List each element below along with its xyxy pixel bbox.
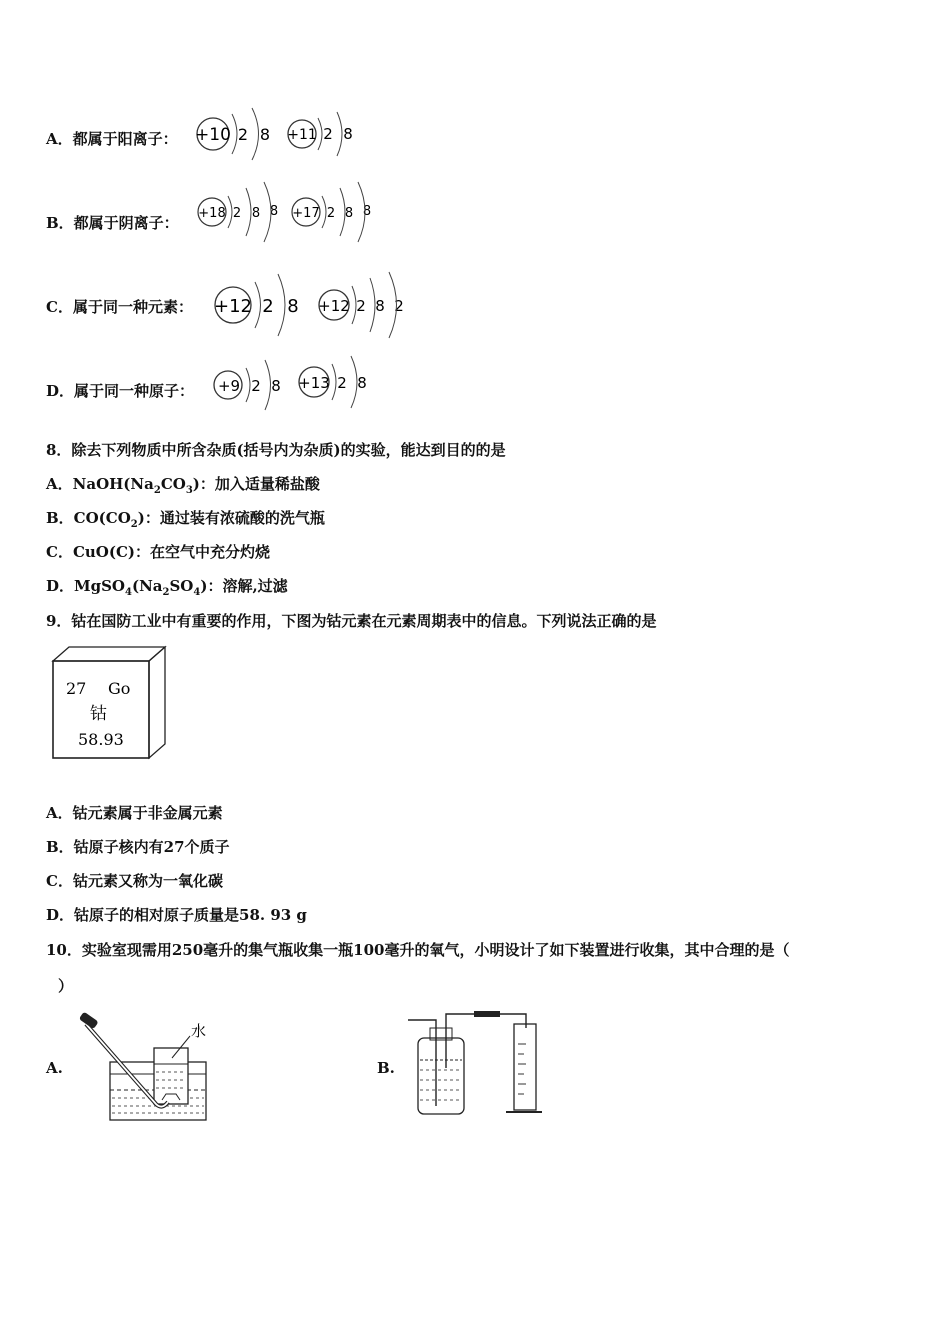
atom-structure-diagram-2	[292, 182, 371, 242]
q10-option-a-apparatus	[76, 1012, 226, 1124]
svg-text:2: 2	[323, 125, 333, 143]
svg-text:8: 8	[375, 297, 385, 315]
q9-option-d: D．钴原子的相对原子质量是58. 93 g	[46, 906, 307, 924]
svg-text:+10: +10	[195, 125, 231, 145]
q7-option-b-label: B．都属于阴离子：	[46, 214, 179, 232]
svg-text:+9: +9	[217, 377, 241, 395]
svg-text:8: 8	[344, 206, 354, 221]
element-atomic-mass: 58.93	[78, 730, 124, 749]
atom-structure-diagram-1	[214, 274, 299, 336]
svg-text:8: 8	[287, 296, 299, 317]
q7-option-a-label: A．都属于阳离子：	[46, 130, 178, 148]
q7-option-d-diagram	[208, 354, 378, 414]
q9-option-a: A．钴元素属于非金属元素	[46, 804, 223, 822]
element-card	[50, 644, 170, 762]
q7-option-a-diagram	[190, 104, 370, 162]
atom-structure-diagram-2	[287, 112, 353, 156]
q10-option-a-label: A.	[46, 1059, 63, 1077]
element-symbol: Go	[108, 679, 131, 698]
svg-text:8: 8	[362, 204, 372, 219]
svg-text:8: 8	[251, 206, 261, 221]
atom-structure-diagram-1	[198, 182, 278, 242]
svg-text:2: 2	[337, 374, 347, 392]
svg-text:+17: +17	[292, 206, 320, 221]
svg-text:2: 2	[232, 206, 242, 221]
atom-structure-diagram-2	[298, 356, 367, 408]
atom-structure-diagram-1	[195, 108, 270, 160]
q8-option-c: C．CuO(C)：在空气中充分灼烧	[46, 543, 270, 561]
svg-text:2: 2	[237, 125, 249, 144]
atom-structure-diagram-1	[214, 360, 281, 410]
svg-text:8: 8	[357, 374, 367, 392]
svg-text:8: 8	[271, 377, 281, 395]
svg-text:8: 8	[269, 204, 279, 219]
q7-option-d-label: D．属于同一种原子：	[46, 382, 195, 400]
q10-option-b-apparatus	[402, 1008, 552, 1120]
q7-option-c-diagram	[208, 270, 418, 340]
atom-structure-diagram-2	[318, 272, 404, 338]
svg-text:2: 2	[394, 297, 404, 315]
q8-option-d: D．$MgSO_4(Na_2SO_4)$：溶解,过滤	[46, 577, 288, 598]
q9-stem: 9．钴在国防工业中有重要的作用，下图为钴元素在元素周期表中的信息。下列说法正确的是	[46, 612, 657, 630]
q8-option-b: B．$CO(CO_2)$：通过装有浓硫酸的洗气瓶	[46, 509, 325, 530]
q9-option-b: B．钴原子核内有27个质子	[46, 838, 230, 856]
q8-stem: 8．除去下列物质中所含杂质(括号内为杂质)的实验，能达到目的的是	[46, 441, 506, 459]
q8-option-a: A．$NaOH(Na_2CO_3)$：加入适量稀盐酸	[46, 475, 320, 496]
svg-text:2: 2	[251, 377, 261, 395]
svg-text:+18: +18	[198, 206, 226, 221]
q7-option-b-diagram	[190, 180, 390, 244]
q10-stem-end: ）	[58, 977, 74, 995]
svg-text:+13: +13	[298, 374, 330, 392]
svg-text:+12: +12	[214, 296, 252, 317]
q7-option-c-label: C．属于同一种元素：	[46, 298, 193, 316]
svg-text:8: 8	[259, 125, 271, 144]
svg-text:2: 2	[262, 296, 274, 317]
element-atomic-number: 27	[66, 679, 87, 698]
svg-text:+12: +12	[318, 297, 350, 315]
q10-option-b-label: B.	[377, 1059, 395, 1077]
element-name: 钴	[90, 704, 107, 724]
svg-text:+11: +11	[287, 127, 317, 143]
q9-option-c: C．钴元素又称为一氧化碳	[46, 872, 223, 890]
svg-text:2: 2	[326, 206, 336, 221]
water-label: 水	[191, 1022, 207, 1040]
svg-text:8: 8	[343, 125, 353, 143]
svg-text:2: 2	[356, 297, 366, 315]
q10-stem: 10．实验室现需用250毫升的集气瓶收集一瓶100毫升的氧气，小明设计了如下装置进行收集，其中合理的是（	[46, 941, 790, 959]
